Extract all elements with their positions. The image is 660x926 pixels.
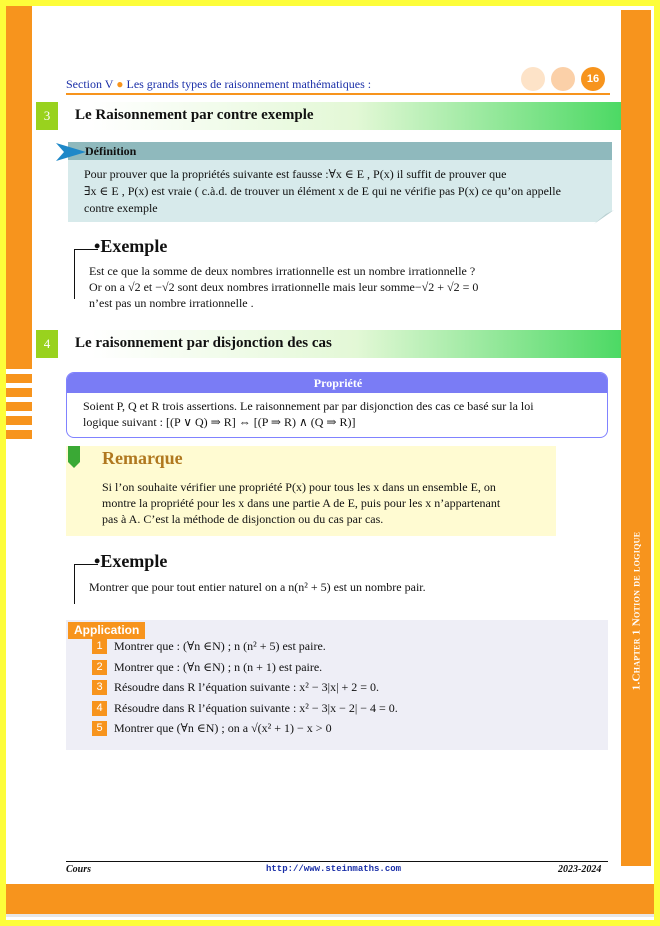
left-stripes — [6, 346, 32, 444]
item-text: Montrer que : (∀n ∈N) ; n (n² + 5) est paire. — [114, 638, 326, 653]
right-chapter-bar — [621, 10, 651, 866]
section-3-number: 3 — [36, 102, 58, 130]
section-3-title: Le Raisonnement par contre exemple — [75, 107, 314, 123]
item-number: 5 — [92, 721, 107, 736]
item-number: 1 — [92, 639, 107, 654]
remark-title: Remarque — [102, 448, 183, 468]
application-item — [92, 720, 332, 736]
page-number: 16 — [581, 67, 605, 91]
bottom-line — [6, 914, 654, 917]
item-number: 4 — [92, 701, 107, 716]
item-text: Montrer que : (∀n ∈N) ; n (n + 1) est paire. — [114, 659, 323, 674]
application-tag: Application — [68, 622, 145, 639]
decor-circle — [521, 67, 545, 91]
property-box — [66, 372, 608, 438]
example-bracket — [74, 564, 75, 604]
page — [6, 6, 654, 920]
footer-label: Cours — [66, 864, 92, 875]
item-number: 3 — [92, 680, 107, 695]
definition-title: Définition — [85, 144, 137, 158]
application-item — [92, 679, 379, 695]
definition-body: Pour prouver que la propriétés suivante est fausse :∀x ∈ E , P(x) il suffit de prouver que ∃x ∈ E , P(x) est vraie ( c.à.d. de trouver un élément x de E qui ne vérifie pas P(x) ce qu’on appelle contre exemple — [84, 167, 561, 215]
arrow-icon — [56, 143, 86, 161]
section-4-title: Le raisonnement par disjonction des cas — [75, 335, 332, 351]
footer-year: 2023-2024 — [558, 864, 602, 875]
left-decor-bar — [6, 6, 32, 366]
application-item — [92, 700, 398, 716]
example-1-title: •Exemple — [94, 236, 168, 256]
example-2-title: •Exemple — [94, 551, 168, 571]
footer-rule — [66, 861, 608, 862]
definition-header — [68, 142, 612, 160]
bottom-bar — [6, 884, 654, 914]
header-rule — [66, 93, 610, 95]
property-body: Soient P, Q et R trois assertions. Le raisonnement par par disjonction des cas ce basé sur la loi logique suivant : [(P ∨ Q) ⇒ R] ⇔ [(P ⇒ R) ∧ (Q ⇒ R)] — [83, 399, 534, 429]
section-title[interactable]: Section V ● Les grands types de raisonnement mathématiques : — [66, 77, 372, 91]
item-text: Résoudre dans R l’équation suivante : x² − 3|x| + 2 = 0. — [114, 679, 380, 694]
application-item — [92, 638, 326, 654]
footer-url-link[interactable]: http://www.steinmaths.com — [266, 864, 402, 874]
definition-box — [68, 142, 612, 222]
bullet-icon: ● — [116, 77, 124, 91]
section-4-number: 4 — [36, 330, 58, 358]
application-item — [92, 659, 322, 675]
item-text: Résoudre dans R l’équation suivante : x² − 3|x − 2| − 4 = 0. — [114, 700, 398, 715]
item-text: Montrer que (∀n ∈N) ; on a √(x² + 1) − x > 0 — [114, 720, 332, 735]
chapter-label: 1.Chapter 1 Notion de logique — [630, 531, 643, 691]
property-title: Propriété — [67, 373, 608, 393]
remark-body: Si l’on souhaite vérifier une propriété P(x) pour tous les x dans un ensemble E, on montre la propriété pour les x dans une partie A de E, puis pour les x n’appartenant pas à A. C’est la méthode de disjonction ou du cas par cas. — [102, 480, 501, 526]
item-number: 2 — [92, 660, 107, 675]
example-bracket — [74, 249, 75, 299]
flag-icon — [68, 446, 80, 468]
example-1-body: Est ce que la somme de deux nombres irrationnelle est un nombre irrationnelle ? Or on a √2 et −√2 sont deux nombres irrationnelle mais leur somme−√2 + √2 = 0 n’est pas un nombre irrationnelle . — [89, 264, 479, 310]
example-2-body: Montrer que pour tout entier naturel on a n(n² + 5) est un nombre pair. — [89, 580, 426, 594]
decor-circle — [551, 67, 575, 91]
page-fold-icon — [594, 210, 614, 224]
